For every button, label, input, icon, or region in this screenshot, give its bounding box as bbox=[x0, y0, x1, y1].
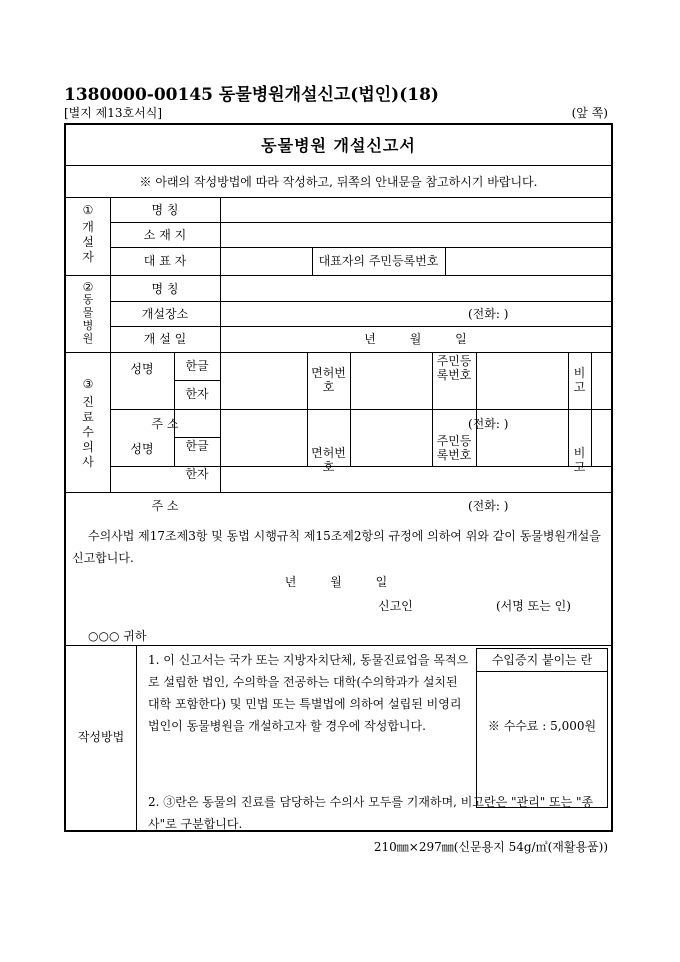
d2-remark-label: 비고 bbox=[573, 446, 586, 474]
declaration-text: 수의사법 제17조제3항 및 동법 시행규칙 제15조제2항의 규정에 의하여 위와 같이 동물병원개설을 신고합니다. bbox=[72, 529, 601, 565]
section2-label: 동물병원 bbox=[82, 293, 94, 345]
d2-phone: (전화: ) bbox=[468, 499, 509, 513]
d1-rrn-label: 주민등록번호 bbox=[436, 354, 472, 382]
d2-license-label: 면허번호 bbox=[311, 446, 346, 474]
d2-hangul-label: 한글 bbox=[185, 439, 209, 453]
d1-addr-label: 주 소 bbox=[151, 417, 179, 431]
section2-number: ② bbox=[82, 280, 94, 294]
d2-rrn-label: 주민등록번호 bbox=[436, 434, 472, 462]
recipient: ○○○ 귀하 bbox=[88, 629, 147, 643]
d2-hanja-label: 한자 bbox=[185, 467, 209, 481]
instruction-item-1: 1. 이 신고서는 국가 또는 지방자치단체, 동물진료업을 목적으로 설립한 법인, 수의학을 전공하는 대학(수의학과가 설치된 대학 포함한다) 및 민법 또는 특별법에 의하여 설립된 비영리법인이 동물병원을 개설하고자 할 경우에 작성합니다. bbox=[148, 653, 469, 733]
stamp-fee: ※ 수수료 : 5,000원 bbox=[487, 719, 597, 733]
form-title: 동물병원 개설신고서 bbox=[261, 136, 416, 155]
s2-place-label: 개설장소 bbox=[141, 307, 189, 321]
d1-phone: (전화: ) bbox=[468, 417, 509, 431]
s2-phone: (전화: ) bbox=[468, 307, 509, 321]
s2-date-value: 년 월 일 bbox=[364, 332, 467, 346]
instruction-item-2: 2. ③란은 동물의 진료를 담당하는 수의사 모두를 기재하며, 비고란은 "관리" 또는 "종사"로 구분합니다. bbox=[148, 795, 594, 831]
section3-label: 진료수의사 bbox=[82, 395, 94, 469]
instructions-label: 작성방법 bbox=[77, 730, 125, 744]
d2-addr-label: 주 소 bbox=[151, 499, 179, 513]
d1-remark-label: 비고 bbox=[573, 366, 586, 394]
s2-name-label: 명 칭 bbox=[151, 282, 179, 296]
d1-hanja-label: 한자 bbox=[185, 387, 209, 401]
paper-spec: 210㎜×297㎜(신문용지 54g/㎡(재활용품)) bbox=[373, 840, 608, 854]
d2-name-label: 성명 bbox=[130, 442, 154, 456]
s1-rep-label: 대 표 자 bbox=[143, 254, 187, 268]
form-number: [별지 제13호서식] bbox=[64, 106, 162, 120]
s1-address-label: 소 재 지 bbox=[143, 228, 187, 242]
section1-label: 개설자 bbox=[82, 220, 94, 264]
section3-number: ③ bbox=[82, 377, 94, 391]
form-frame bbox=[64, 123, 613, 832]
stamp-box bbox=[476, 648, 608, 808]
s1-name-label: 명 칭 bbox=[151, 203, 179, 217]
declaration-date: 년 월 일 bbox=[284, 575, 388, 589]
document-code: 1380000-00145 동물병원개설신고(법인)(18) bbox=[64, 85, 439, 105]
s1-rrn-label: 대표자의 주민등록번호 bbox=[318, 254, 439, 268]
signature-label: (서명 또는 인) bbox=[496, 599, 571, 613]
s2-date-label: 개 설 일 bbox=[143, 332, 187, 346]
stamp-title: 수입증지 붙이는 란 bbox=[491, 653, 593, 667]
d1-license-label: 면허번호 bbox=[311, 366, 346, 394]
applicant-label: 신고인 bbox=[378, 599, 413, 613]
d1-name-label: 성명 bbox=[130, 362, 154, 376]
notice-text: ※ 아래의 작성방법에 따라 작성하고, 뒤쪽의 안내문을 참고하시기 바랍니다. bbox=[139, 175, 538, 189]
page-side: (앞 쪽) bbox=[571, 106, 608, 120]
section1-number: ① bbox=[82, 203, 94, 217]
d1-hangul-label: 한글 bbox=[185, 359, 209, 373]
